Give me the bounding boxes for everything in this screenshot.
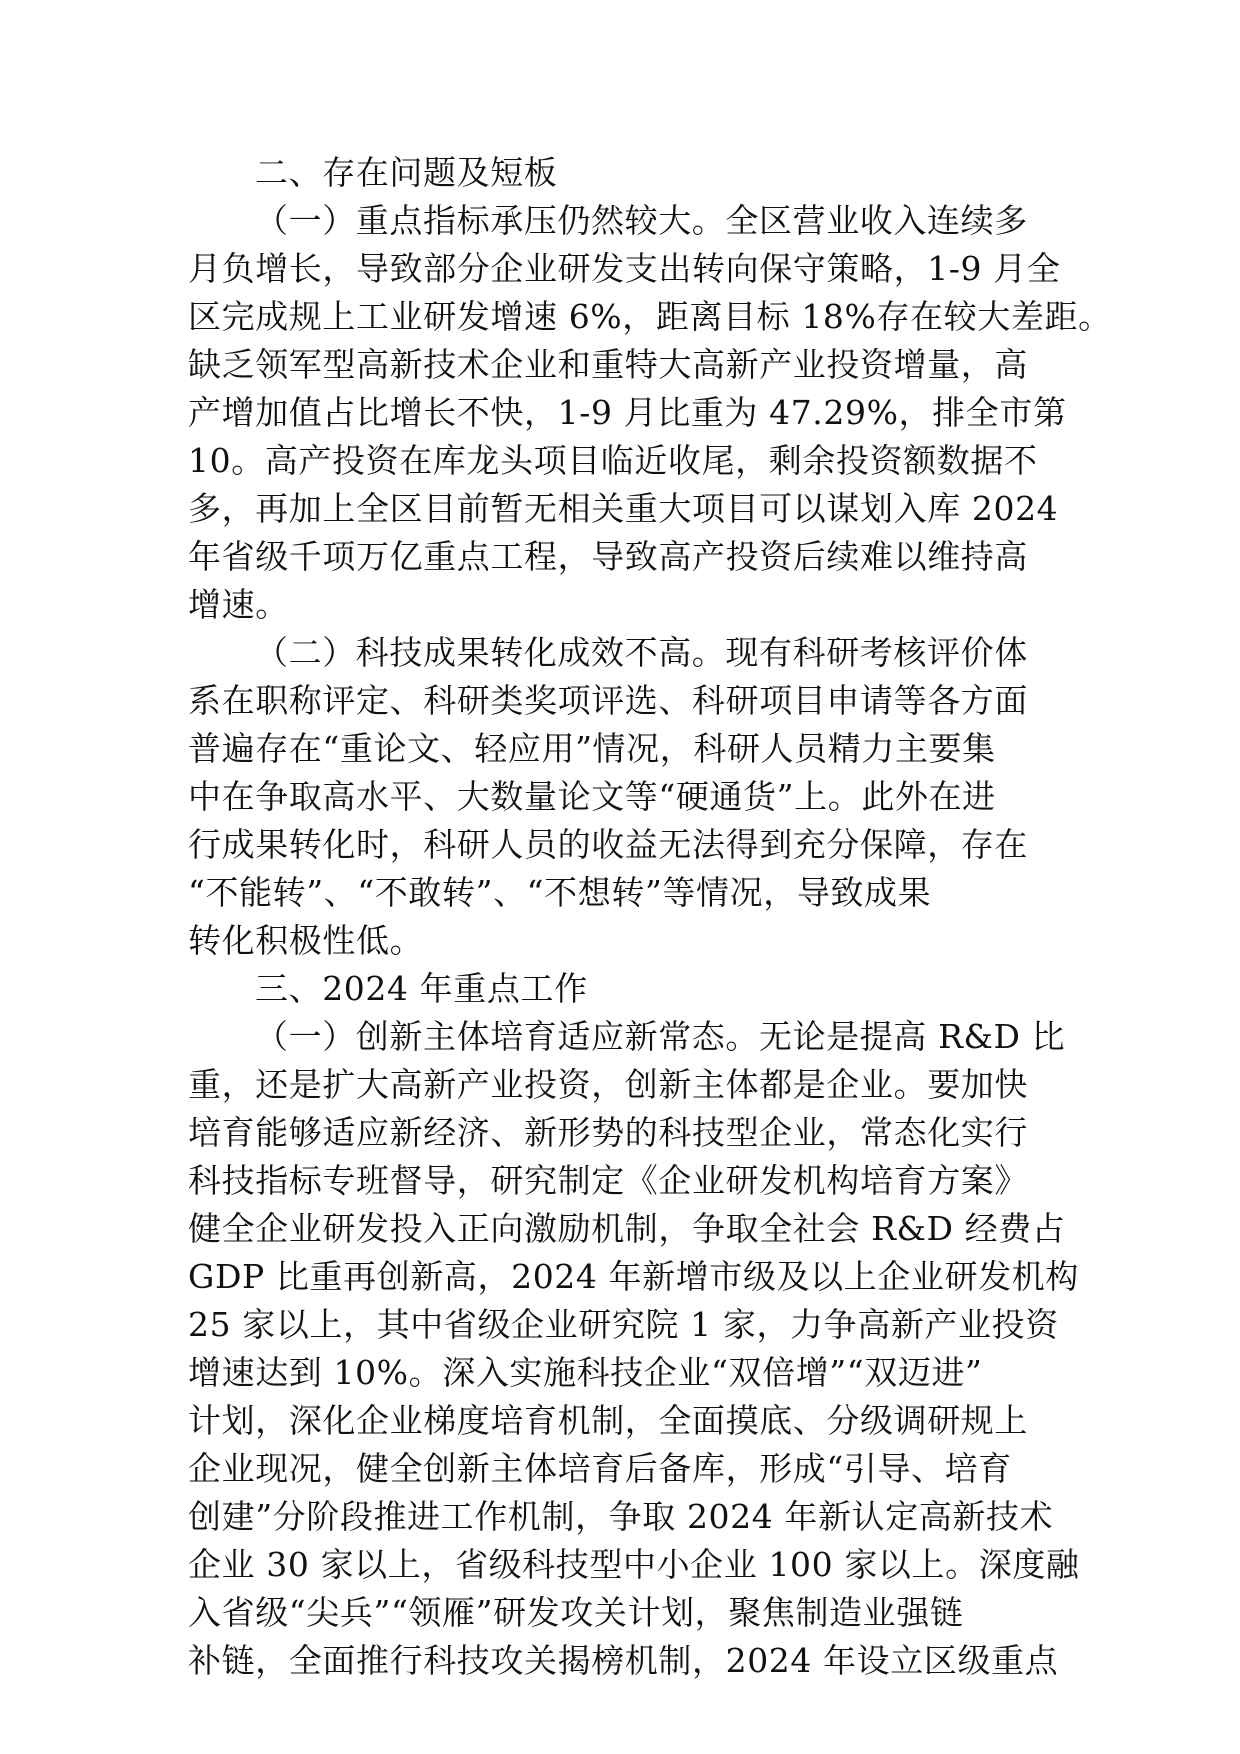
paragraph-line: （二）科技成果转化成效不高。现有科研考核评价体 — [255, 633, 1028, 672]
paragraph-line: 增速达到 10%。深入实施科技企业“双倍增”“双迈进” — [188, 1353, 983, 1392]
paragraph-line: 企业现况，健全创新主体培育后备库，形成“引导、培育 — [188, 1449, 1012, 1488]
paragraph-line: 普遍存在“重论文、轻应用”情况，科研人员精力主要集 — [188, 729, 996, 768]
paragraph-line: 中在争取高水平、大数量论文等“硬通货”上。此外在进 — [188, 777, 996, 816]
paragraph-line: 科技指标专班督导，研究制定《企业研发机构培育方案》 — [188, 1161, 1028, 1200]
paragraph-line: （一）重点指标承压仍然较大。全区营业收入连续多 — [255, 201, 1028, 240]
paragraph-line: 培育能够适应新经济、新形势的科技型企业，常态化实行 — [188, 1113, 1028, 1152]
paragraph-line: 补链，全面推行科技攻关揭榜机制，2024 年设立区级重点 — [188, 1641, 1059, 1680]
section-heading-problems: 二、存在问题及短板 — [255, 153, 558, 192]
paragraph-line: 入省级“尖兵”“领雁”研发攻关计划，聚焦制造业强链 — [188, 1593, 964, 1632]
paragraph-line: 25 家以上，其中省级企业研究院 1 家，力争高新产业投资 — [188, 1305, 1059, 1344]
paragraph-line: 系在职称评定、科研类奖项评选、科研项目申请等各方面 — [188, 681, 1028, 720]
paragraph-line: 月负增长，导致部分企业研发支出转向保守策略，1-9 月全 — [188, 249, 1061, 288]
section-heading-key-work: 三、2024 年重点工作 — [255, 969, 588, 1008]
paragraph-line: 年省级千项万亿重点工程，导致高产投资后续难以维持高 — [188, 537, 1028, 576]
paragraph-line: 多，再加上全区目前暂无相关重大项目可以谋划入库 2024 — [188, 489, 1059, 528]
paragraph-line: 企业 30 家以上，省级科技型中小企业 100 家以上。深度融 — [188, 1545, 1080, 1584]
paragraph-line: 行成果转化时，科研人员的收益无法得到充分保障，存在 — [188, 825, 1028, 864]
paragraph-line: 10。高产投资在库龙头项目临近收尾，剩余投资额数据不 — [188, 441, 1038, 480]
paragraph-line: 重，还是扩大高新产业投资，创新主体都是企业。要加快 — [188, 1065, 1028, 1104]
paragraph-line: 增速。 — [188, 585, 289, 624]
paragraph-line: 计划，深化企业梯度培育机制，全面摸底、分级调研规上 — [188, 1401, 1028, 1440]
paragraph-line: 健全企业研发投入正向激励机制，争取全社会 R&D 经费占 — [188, 1209, 1066, 1248]
paragraph-line: 转化积极性低。 — [188, 921, 424, 960]
paragraph-line: 产增加值占比增长不快，1-9 月比重为 47.29%，排全市第 — [188, 393, 1067, 432]
paragraph-line: （一）创新主体培育适应新常态。无论是提高 R&D 比 — [255, 1017, 1066, 1056]
paragraph-line: 创建”分阶段推进工作机制，争取 2024 年新认定高新技术 — [188, 1497, 1054, 1536]
paragraph-line: 区完成规上工业研发增速 6%，距离目标 18%存在较大差距。 — [188, 297, 1112, 336]
paragraph-line: GDP 比重再创新高，2024 年新增市级及以上企业研发机构 — [188, 1257, 1079, 1296]
paragraph-line: “不能转”、“不敢转”、“不想转”等情况，导致成果 — [188, 873, 932, 912]
paragraph-line: 缺乏领军型高新技术企业和重特大高新产业投资增量，高 — [188, 345, 1028, 384]
